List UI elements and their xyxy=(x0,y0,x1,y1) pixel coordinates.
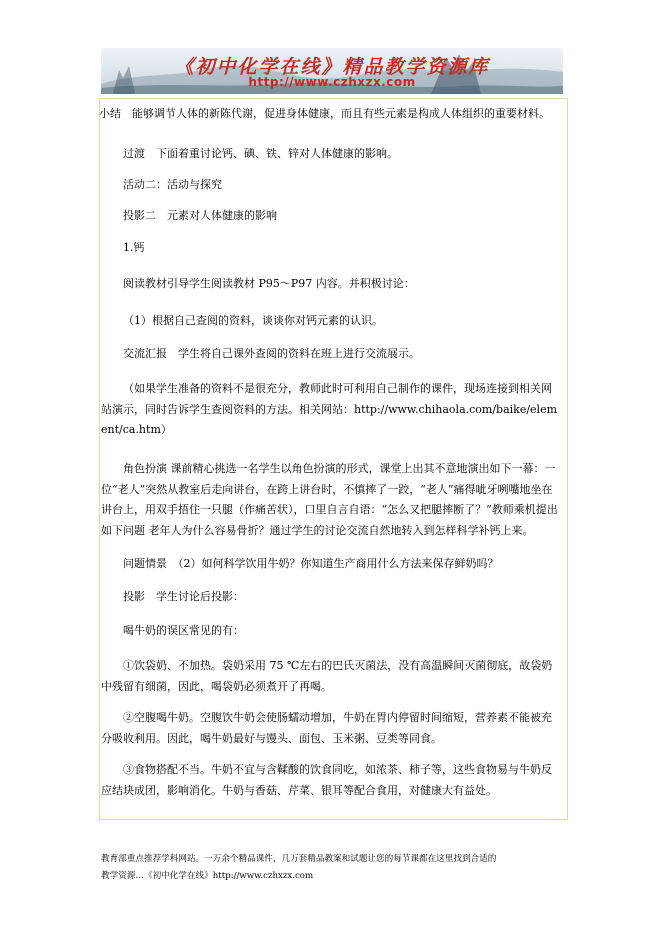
paragraph-mistake-one: ①饮袋奶、不加热。袋奶采用 75 ℃左右的巴氏灭菌法，没有高温瞬间灭菌彻底，故袋奶中残留有细菌，因此，喝袋奶必须煮开了再喝。 xyxy=(101,659,553,693)
paragraph-question-one: （1）根据自己查阅的资料，谈谈你对钙元素的认识。 xyxy=(123,314,383,327)
footer-line-2 xyxy=(101,868,571,885)
banner-title: 《初中化学在线》精品教学资源库 xyxy=(174,56,490,78)
footer-url[interactable]: http://www.czhxzx.com xyxy=(212,871,314,881)
paragraph-projection: 投影 学生讨论后投影： xyxy=(123,590,244,603)
paragraph-calcium-heading: 1.钙 xyxy=(123,241,145,254)
paragraph-mistake-three: ③食物搭配不当。牛奶不宜与含鞣酸的饮食同吃，如浓茶、柿子等，这些食物易与牛奶反应结块成团，影响消化。牛奶与香菇、芹菜、银耳等配合食用，对健康大有益处。 xyxy=(101,763,552,797)
paragraph-activity: 活动二：活动与探究 xyxy=(123,178,222,191)
banner-url[interactable]: http://www.czhxzx.com xyxy=(248,75,416,89)
footer xyxy=(101,851,571,885)
header-banner xyxy=(101,48,563,94)
paragraph-problem-scenario: 问题情景 （2）如何科学饮用牛奶？你知道生产商用什么方法来保存鲜奶吗？ xyxy=(123,557,499,570)
paragraph-reading: 阅读教材引导学生阅读教材 P95～P97 内容。并积极讨论： xyxy=(123,277,415,290)
paragraph-role-play: 角色扮演 课前精心挑选一名学生以角色扮演的形式，课堂上出其不意地演出如下一幕：一位“老人”突然从教室后走向讲台，在跨上讲台时，不慎摔了一跤，“老人”痛得呲牙咧嘴地坐在讲台上，用双手捂住一只腿（作痛苦状），口里自言自语：“怎么又把腿摔断了？”教师乘机提出如下问题 老年人为什么容易骨折？通过学生的讨论交流自然地转入到怎样科学补钙上来。 xyxy=(101,462,558,537)
paragraph-projection-two: 投影二 元素对人体健康的影响 xyxy=(123,209,277,222)
paragraph-resources-note: （如果学生准备的资料不是很充分，教师此时可利用自己制作的课件，现场连接到相关网站演示，同时告诉学生查阅资料的方法。相关网站：http://www.chihaola.com/baike/element/ca.htm） xyxy=(101,382,558,436)
paragraph-milk-mistakes: 喝牛奶的误区常见的有： xyxy=(123,624,244,637)
footer-line-1: 教育部重点推荐学科网站。一万余个精品课件，几万套精品教案和试题让您的每节课都在这里找到合适的 xyxy=(101,854,497,864)
footer-site-name: 教学资源…《初中化学在线》 xyxy=(101,871,213,881)
paragraph-transition: 过渡 下面着重讨论钙、碘、铁、锌对人体健康的影响。 xyxy=(123,147,398,160)
paragraph-exchange: 交流汇报 学生将自己课外查阅的资料在班上进行交流展示。 xyxy=(123,347,420,360)
paragraph-summary: 小结 能够调节人体的新陈代谢，促进身体健康，而且有些元素是构成人体组织的重要材料。 xyxy=(99,107,550,120)
paragraph-mistake-two: ②空腹喝牛奶。空腹饮牛奶会使肠蠕动增加，牛奶在胃内停留时间缩短，营养素不能被充分吸收利用。因此，喝牛奶最好与馒头、面包、玉米粥、豆类等同食。 xyxy=(101,711,552,745)
